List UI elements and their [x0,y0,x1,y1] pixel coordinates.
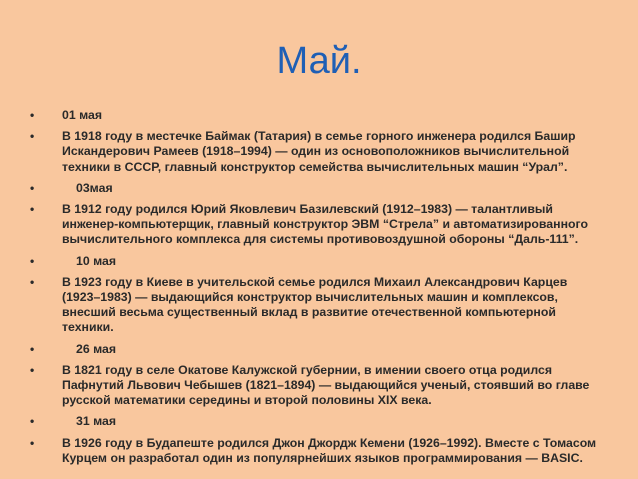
bullet-text: 31 мая [76,414,117,429]
text-bullet [30,435,598,466]
bullet-text: В 1926 году в Будапеште родился Джон Джордж Кемени (1926–1992). Вместе с Томасом Курцем он разработал один из популярнейших языков программирования — BASIC. [62,435,597,465]
bullet-dot-icon: • [30,274,35,289]
bullet-text: В 1918 году в местечке Баймак (Татария) в семье горного инженера родился Башир Искандерович Рамеев (1918–1994) — один из основоположников вычислительной техники в СССР, главный конструктор семейства вычислительных машин “Урал”. [62,129,576,174]
bullet-dot-icon: • [30,202,35,217]
date-bullet [30,180,598,196]
date-bullet [30,253,598,269]
slide-title: Май. [276,40,362,82]
bullet-text: В 1923 году в Киеве в учительской семье родился Михаил Александрович Карцев (1923–1983) — выдающийся конструктор вычислительных машин и комплексов, внесший весьма существенный вклад в развитие отечественной компьютерной техники. [62,274,568,335]
bullet-text: В 1821 году в селе Окатове Калужской губернии, в имении своего отца родился Пафнутий Львович Чебышев (1821–1894) — выдающийся ученый, стоявший во главе русской математики середины и второй половины XIX века. [62,362,590,408]
bullet-dot-icon: • [30,253,35,268]
date-bullet [30,414,598,429]
bullet-text: 26 мая [76,341,117,356]
text-bullet [30,362,598,409]
bullet-text: 03мая [76,180,113,195]
bullet-dot-icon: • [30,180,35,195]
bullet-text: 01 мая [62,108,103,122]
bullet-dot-icon: • [30,414,35,429]
bullet-text: В 1912 году родился Юрий Яковлевич Базилевский (1912–1983) — талантливый инженер-компьютерщик, главный конструктор ЭВМ “Стрела” и автоматизированного вычислительного комплекса для системы противовоздушной обороны “Даль-111”. [62,202,588,247]
text-bullet [30,202,598,248]
bullet-dot-icon: • [30,435,35,450]
text-bullet [30,274,598,336]
bullet-list [30,108,598,472]
text-bullet [30,129,598,175]
bullet-dot-icon: • [30,129,35,144]
bullet-dot-icon: • [30,108,35,122]
bullet-dot-icon: • [30,362,35,377]
date-bullet [30,108,598,123]
bullet-dot-icon: • [30,341,35,356]
bullet-text: 10 мая [76,253,117,268]
date-bullet [30,341,598,357]
